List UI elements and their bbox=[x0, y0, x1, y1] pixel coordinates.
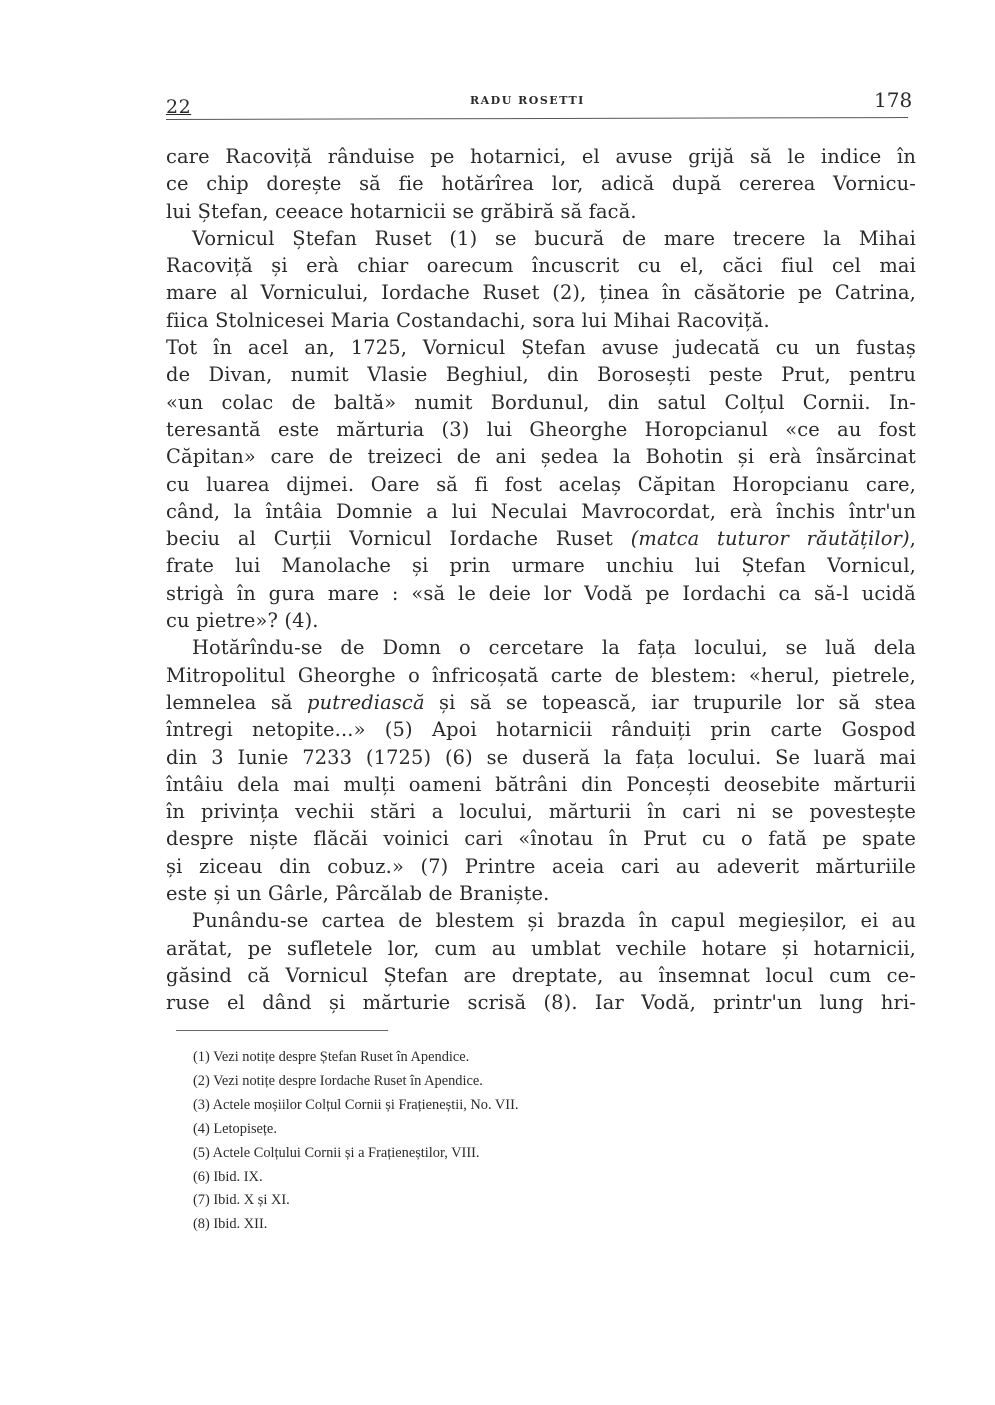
body-line: cu luarea dijmei. Oare să fi fost acelaș Căpitan Horopcianu care, bbox=[166, 472, 916, 496]
body-text bbox=[166, 143, 916, 1017]
footnote: (8) Ibid. XII. bbox=[193, 1216, 268, 1233]
header-rule bbox=[166, 117, 908, 120]
body-line: lemnelea să putrediască și să se topească, iar trupurile lor să stea bbox=[166, 690, 916, 714]
body-line: când, la întâia Domnie a lui Neculai Mavrocordat, erà închis într'un bbox=[166, 499, 916, 523]
body-line: frate lui Manolache și prin urmare unchiu lui Ștefan Vornicul, bbox=[166, 554, 916, 578]
body-line: ruse el dând și mărturie scrisă (8). Iar Vodă, printr'un lung hri- bbox=[166, 991, 916, 1015]
body-line: Punându-se cartea de blestem și brazda în capul megieșilor, ei au bbox=[192, 909, 916, 933]
body-line: de Divan, numit Vlasie Beghiul, din Borosești peste Prut, pentru bbox=[166, 363, 916, 387]
body-line: și ziceau din cobuz.» (7) Printre aceia cari au adeverit mărturiile bbox=[166, 854, 916, 878]
footnote: (3) Actele moșiilor Colțul Cornii și Frațieneștii, No. VII. bbox=[193, 1096, 519, 1113]
body-line: care Racoviță rânduise pe hotarnici, el avuse grijă să le indice în bbox=[166, 145, 916, 168]
footnote-rule bbox=[176, 1030, 388, 1031]
italic-phrase: putrediască bbox=[307, 690, 425, 714]
body-line: strigà în gura mare : «să le deie lor Vodă pe Iordachi ca să-l ucidă bbox=[166, 581, 916, 605]
body-line: în privința vechii stări a locului, mărturii în cari ni se povestește bbox=[166, 800, 916, 824]
body-line: beciu al Curții Vornicul Iordache Ruset (matca tuturor răutăților), bbox=[166, 527, 916, 551]
italic-phrase: (matca tuturor răutăților) bbox=[630, 527, 910, 551]
footnote: (1) Vezi notițe despre Ștefan Ruset în Apendice. bbox=[193, 1049, 470, 1065]
page-number-right: 178 bbox=[874, 88, 913, 112]
body-line: este și un Gârle, Pârcălab de Braniște. bbox=[166, 882, 550, 906]
page-number-left: 22 bbox=[166, 96, 192, 118]
running-title: RADU ROSETTI bbox=[470, 94, 585, 107]
body-line: cu pietre»? (4). bbox=[166, 609, 319, 633]
body-line: mare al Vornicului, Iordache Ruset (2), ținea în căsătorie pe Catrina, bbox=[166, 281, 916, 305]
body-line: Racoviță și erà chiar oarecum încuscrit cu el, căci fiul cel mai bbox=[166, 254, 916, 278]
body-line: din 3 Iunie 7233 (1725) (6) se duseră la fața locului. Se luară mai bbox=[166, 745, 916, 769]
footnote: (5) Actele Colțului Cornii și a Frațieneștilor, VIII. bbox=[193, 1144, 480, 1161]
body-line: fiica Stolnicesei Maria Costandachi, sora lui Mihai Racoviță. bbox=[166, 308, 770, 332]
footnote: (2) Vezi notițe despre Iordache Ruset în Apendice. bbox=[193, 1072, 483, 1089]
body-line: arătat, pe sufletele lor, cum au umblat vechile hotare și hotarnicii, bbox=[166, 936, 916, 960]
footnote: (6) Ibid. IX. bbox=[193, 1168, 263, 1185]
body-line: despre niște flăcăi voinici cari «înotau în Prut cu o fată pe spate bbox=[166, 827, 916, 851]
body-line: găsind că Vornicul Ștefan are dreptate, au însemnat locul cum ce- bbox=[166, 963, 916, 987]
body-line: întregi netopite...» (5) Apoi hotarnicii rânduiți prin carte Gospod bbox=[166, 718, 916, 742]
body-line: «un colac de baltă» numit Bordunul, din satul Colțul Cornii. In- bbox=[166, 390, 916, 414]
body-line: Mitropolitul Gheorghe o înfricoșată carte de blestem: «herul, pietrele, bbox=[166, 663, 916, 687]
body-line: lui Ștefan, ceeace hotarnicii se grăbiră să facă. bbox=[166, 199, 637, 223]
body-line: Hotărîndu-se de Domn o cercetare la fața locului, se luă dela bbox=[192, 636, 916, 660]
body-line: Vornicul Ștefan Ruset (1) se bucură de mare trecere la Mihai bbox=[192, 226, 916, 250]
body-line: teresantă este mărturia (3) lui Gheorghe Horopcianul «ce au fost bbox=[166, 417, 916, 441]
footnotes bbox=[193, 1046, 519, 1237]
footnote: (7) Ibid. X și XI. bbox=[193, 1192, 290, 1209]
footnote: (4) Letopisețe. bbox=[193, 1120, 277, 1137]
body-line: Căpitan» care de treizeci de ani ședea la Bohotin și erà însărcinat bbox=[166, 445, 916, 469]
body-line: ce chip dorește să fie hotărîrea lor, adică după cererea Vornicu- bbox=[166, 172, 916, 196]
body-line: Tot în acel an, 1725, Vornicul Ștefan avuse judecată cu un fustaș bbox=[166, 336, 916, 360]
body-line: întâiu dela mai mulți oameni bătrâni din Poncești deosebite mărturii bbox=[166, 772, 916, 796]
